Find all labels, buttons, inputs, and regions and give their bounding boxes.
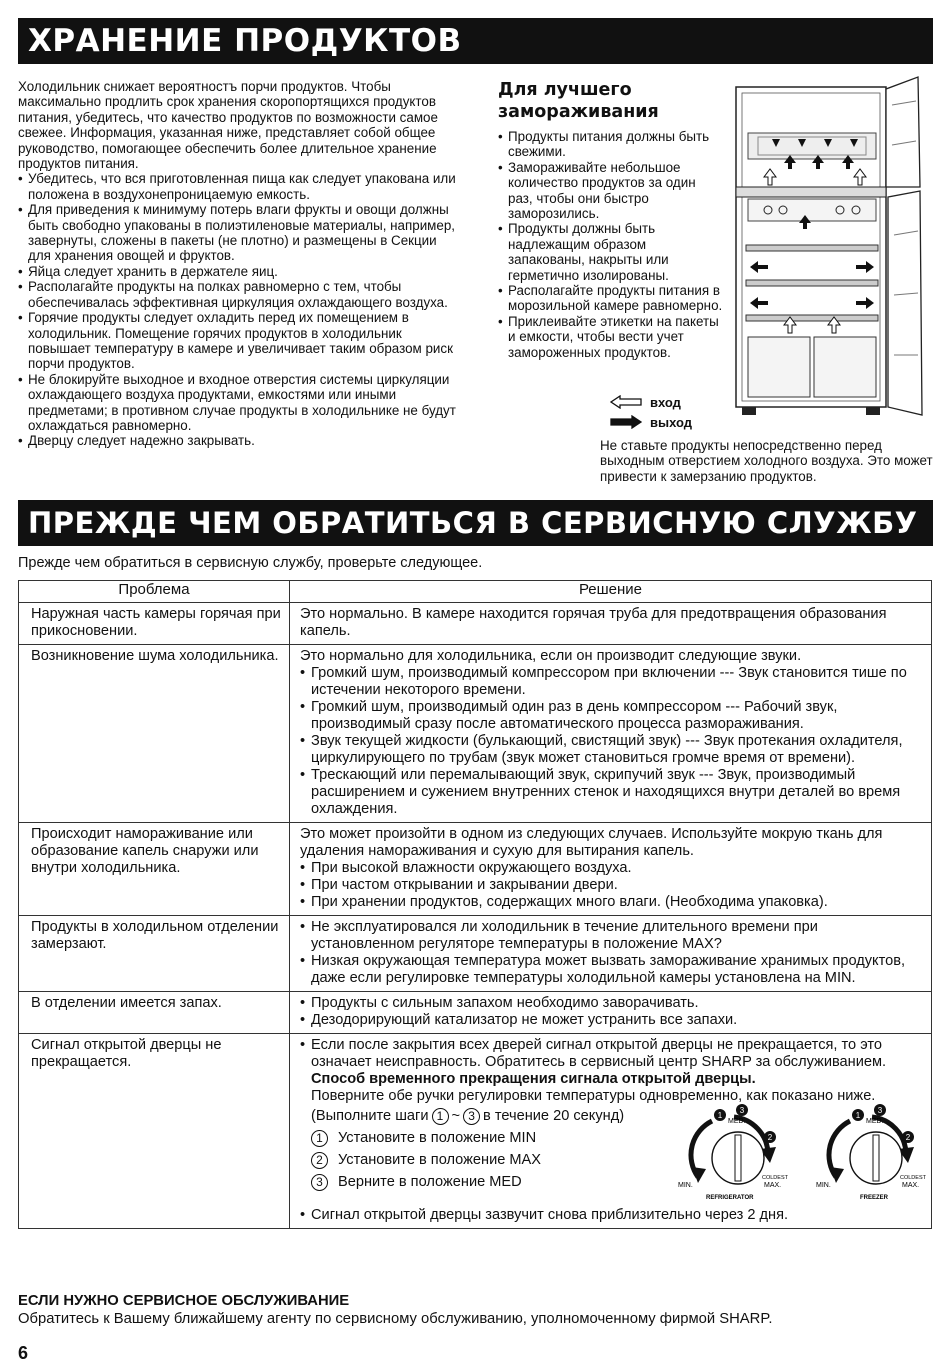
table-header-row	[19, 581, 932, 603]
dial-label-min: MIN.	[678, 1182, 693, 1189]
list-item: • При высокой влажности окружающего воздуха.	[300, 860, 923, 877]
steps-suffix: в течение 20 секунд)	[483, 1107, 625, 1124]
table-row	[19, 916, 932, 992]
svg-text:3: 3	[739, 1106, 745, 1115]
list-item: • При хранении продуктов, содержащих много влаги. (Необходима упаковка).	[300, 894, 923, 911]
list-item: • При частом открывании и закрывании двери.	[300, 877, 923, 894]
problem-cell: Продукты в холодильном отделении замерзают.	[19, 916, 290, 992]
list-item: • Убедитесь, что вся приготовленная пища как следует упакована или положена в воздухонепроницаемую емкость.	[18, 171, 458, 202]
step-number: 3	[311, 1174, 328, 1191]
freezer-label: FREEZER	[860, 1195, 889, 1201]
fridge-airflow-diagram	[728, 75, 928, 425]
svg-text:1: 1	[717, 1111, 723, 1120]
table-row	[19, 645, 932, 823]
door-alarm-text: Если после закрытия всех дверей сигнал открытой дверцы не прекращается, то это означает неисправность. Обратитесь в сервисный центр SHARP за обслуживанием.	[311, 1037, 887, 1070]
step-number: 1	[311, 1130, 328, 1147]
svg-text:2: 2	[905, 1133, 911, 1142]
solution-cell	[290, 823, 932, 916]
problem-cell: Наружная часть камеры горячая при прикосновении.	[19, 603, 290, 645]
page-number: 6	[18, 1343, 29, 1363]
freezing-title: Для лучшего замораживания	[498, 80, 659, 122]
dial-label-coldest: COLDEST	[762, 1175, 788, 1181]
problem-cell: Сигнал открытой дверцы не прекращается.	[19, 1034, 290, 1229]
section-title-storage: ХРАНЕНИЕ ПРОДУКТОВ	[18, 18, 933, 64]
dial-label-med: MED.	[728, 1118, 746, 1125]
storage-intro: Холодильник снижает вероятностъ порчи продуктов. Чтобы максимально продлить срок хранения скоропортящихся продуктов питания, убедитесь, что качество продуктов по возможности самое свежее. Информация, указанная ниже, представляет собой общее руководство, помогающее обеспечить более длительное хранение продуктов питания.	[18, 79, 438, 172]
solution-cell	[290, 1034, 932, 1229]
list-item: • Громкий шум, производимый один раз в день компрессором --- Рабочий звук, производимый сразу после автоматического процесса размораживания.	[300, 699, 923, 733]
door-alarm-instruction: Поверните обе ручки регулировки температуры одновременно, как показано ниже.	[311, 1088, 876, 1104]
solution-cell	[290, 916, 932, 992]
list-item: • Дезодорирующий катализатор не может устранить все запахи.	[300, 1012, 923, 1029]
list-item: • Горячие продукты следует охладить перед их помещением в холодильник. Помещение горячих продуктов в холодильник повышает температуру в камере и увеличивает таким образом риск порчи продуктов.	[18, 310, 458, 372]
solution-cell	[290, 645, 932, 823]
step-text: Верните в положение MED	[338, 1173, 522, 1190]
dial-label-med: MED.	[866, 1118, 884, 1125]
list-item: • Звук текущей жидкости (булькающий, свистящий звук) --- Звук протекания охладителя, циркулирующего по трубам (звук может становиться громче время от времени).	[300, 733, 923, 767]
solution-cell	[290, 603, 932, 645]
dial-label-max: MAX.	[764, 1182, 782, 1189]
troubleshooting-table	[18, 580, 932, 1229]
dial-label-max: MAX.	[902, 1182, 920, 1189]
step-text: Установите в положение MAX	[338, 1151, 542, 1168]
column-header-solution: Решение	[290, 581, 932, 603]
dial-label-coldest: COLDEST	[900, 1175, 926, 1181]
door-alarm-steps	[311, 1105, 926, 1207]
airflow-legend	[610, 392, 692, 432]
service-info	[18, 1293, 772, 1327]
section-title-service: ПРЕЖДЕ ЧЕМ ОБРАТИТЬСЯ В СЕРВИСНУЮ СЛУЖБУ	[18, 500, 933, 546]
list-item: • Не эксплуатировался ли холодильник в течение длительного времени при установленном регуляторе температуры в положение MAX?	[300, 919, 923, 953]
list-item: • Продукты питания должны быть свежими.	[498, 129, 723, 160]
table-row	[19, 823, 932, 916]
svg-text:1: 1	[855, 1111, 861, 1120]
solution-lead: Это нормально для холодильника, если он производит следующие звуки.	[300, 648, 802, 664]
step-number: 3	[463, 1108, 480, 1125]
list-item: • Замораживайте небольшое количество продуктов за один раз, чтобы они быстро заморозились.	[498, 160, 723, 222]
outlet-arrow-icon	[610, 415, 642, 429]
list-item: • Для приведения к минимуму потерь влаги фрукты и овощи должны быть свободно упакованы в полиэтиленовые материалы, например, завернуты, сложены в пакеты (не плотно) и размещены в Секции для хранения овощей и фруктов.	[18, 202, 458, 264]
table-row	[19, 603, 932, 645]
list-item: • Приклеивайте этикетки на пакеты и емкости, чтобы вести учет замороженных продуктов.	[498, 314, 723, 360]
problem-cell: Происходит намораживание или образование капель снаружи или внутри холодильника.	[19, 823, 290, 916]
refrigerator-label: REFRIGERATOR	[706, 1195, 754, 1201]
list-item: • Располагайте продукты питания в морозильной камере равномерно.	[498, 283, 723, 314]
steps-separator: ~	[451, 1107, 461, 1124]
column-header-problem: Проблема	[19, 581, 290, 603]
list-item: • Яйца следует хранить в держателе яиц.	[18, 264, 458, 279]
step-text: Установите в положение MIN	[338, 1129, 537, 1146]
list-item: • Продукты с сильным запахом необходимо заворачивать.	[300, 995, 923, 1012]
list-item: • Дверцу следует надежно закрывать.	[18, 433, 458, 448]
refrigerator-dial-icon	[678, 1104, 789, 1201]
storage-list	[18, 171, 458, 448]
service-text: Обратитесь к Вашему ближайшему агенту по сервисному обслуживанию, уполномоченному фирмой SHARP.	[18, 1311, 773, 1327]
steps-prefix: (Выполните шаги	[311, 1107, 429, 1124]
table-row	[19, 1034, 932, 1229]
svg-text:3: 3	[877, 1106, 883, 1115]
solution-cell	[290, 992, 932, 1034]
freezer-dial-icon	[816, 1104, 926, 1201]
door-alarm-method-title: Способ временного прекращения сигнала открытой дверцы.	[311, 1071, 756, 1087]
list-item	[300, 1037, 926, 1207]
svg-text:2: 2	[767, 1133, 773, 1142]
list-item: • Не блокируйте выходное и входное отверстия системы циркуляции охлаждающего воздуха продуктами, емкостями или иными предметами; в противном случае продукты в холодильнике не будут охлаждаться равномерно.	[18, 372, 458, 434]
dial-label-min: MIN.	[816, 1182, 831, 1189]
temperature-dials-diagram	[676, 1103, 926, 1203]
list-item: • Располагайте продукты на полках равномерно с тем, чтобы обеспечивалась эффективная циркуляция охлаждающего воздуха.	[18, 279, 458, 310]
diagram-caption: Не ставьте продукты непосредственно перед выходным отверстием холодного воздуха. Это может привести к замерзанию продуктов.	[600, 438, 933, 484]
freezing-tips	[498, 79, 723, 360]
troubleshooting-intro: Прежде чем обратиться в сервисную службу, проверьте следующее.	[18, 555, 483, 571]
table-row	[19, 992, 932, 1034]
step-number: 1	[432, 1108, 449, 1125]
service-title: ЕСЛИ НУЖНО СЕРВИСНОЕ ОБСЛУЖИВАНИЕ	[18, 1293, 350, 1309]
problem-cell: Возникновение шума холодильника.	[19, 645, 290, 823]
list-item: • Продукты должны быть надлежащим образом запакованы, накрыты или герметично изолированы.	[498, 221, 723, 283]
legend-out-label: выход	[650, 414, 693, 430]
storage-text	[18, 79, 458, 449]
solution-lead: Это нормально. В камере находится горячая труба для предотвращения образования капель.	[300, 606, 887, 639]
step-number: 2	[311, 1152, 328, 1169]
problem-cell: В отделении имеется запах.	[19, 992, 290, 1034]
inlet-arrow-icon	[610, 395, 642, 409]
solution-lead: Это может произойти в одном из следующих случаев. Используйте мокрую ткань для удаления намораживания и сухую для вытирания капель.	[300, 826, 883, 859]
legend-in-label: вход	[650, 394, 681, 410]
list-item: • Громкий шум, производимый компрессором при включении --- Звук становится тише по истечении некоторого времени.	[300, 665, 923, 699]
list-item: • Сигнал открытой дверцы зазвучит снова приблизительно через 2 дня.	[300, 1207, 923, 1224]
freezing-list	[498, 129, 723, 360]
list-item: • Трескающий или перемалывающий звук, скрипучий звук --- Звук, производимый расширением и сужением внутренних стенок и находящихся внутри деталей во время охлаждения.	[300, 767, 923, 818]
list-item: • Низкая окружающая температура может вызвать замораживание хранимых продуктов, даже если регулировке температуры холодильной камеры установлена на MIN.	[300, 953, 923, 987]
